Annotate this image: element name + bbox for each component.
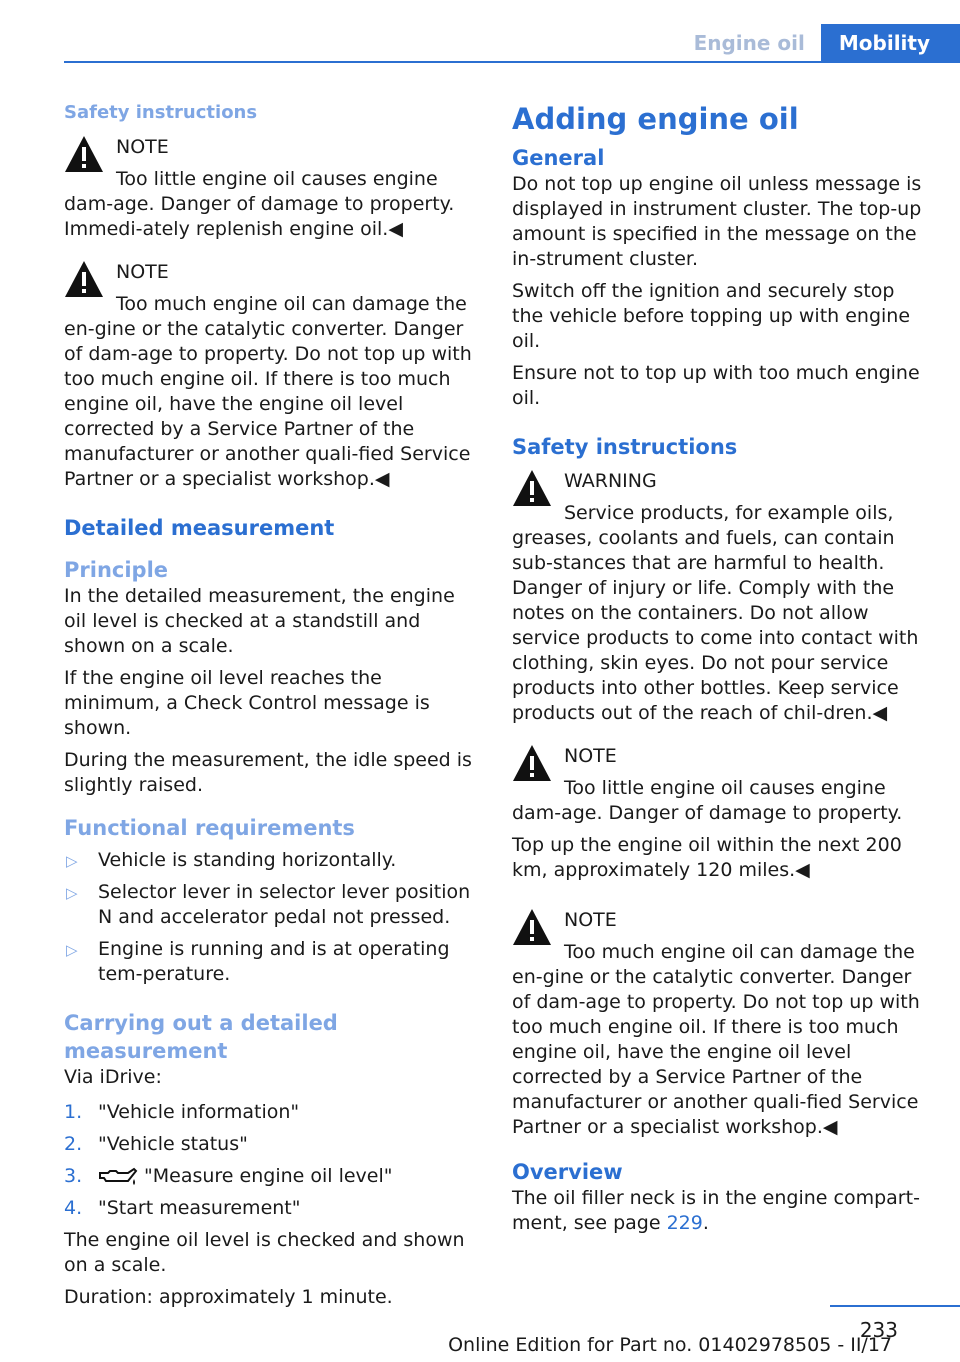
list-item: 3. "Measure engine oil level" — [64, 1165, 393, 1187]
steps-list — [64, 1100, 480, 1221]
overview-heading: Overview — [512, 1160, 623, 1184]
right-column — [512, 100, 924, 1243]
list-item: ▷ Vehicle is standing horizontally. — [64, 848, 480, 873]
engine-oil-icon — [98, 1167, 138, 1187]
page-number: 233 — [859, 1318, 898, 1342]
warning-triangle-icon — [512, 908, 552, 946]
list-item: ▷ Selector lever in selector lever position N and accelerator pedal not pressed. — [66, 881, 471, 928]
note-label: NOTE — [116, 136, 169, 158]
warning-triangle-icon — [64, 260, 104, 298]
note-text: Too little engine oil causes engine dam‐age. Danger of damage to property. — [512, 777, 903, 824]
note-extra: Top up the engine oil within the next 200 km, approximately 120 miles.◀ — [512, 834, 902, 881]
principle-heading: Principle — [64, 558, 169, 582]
note-box — [64, 135, 480, 242]
note-label: NOTE — [116, 261, 169, 283]
header-rule — [64, 61, 960, 63]
paragraph: Via iDrive: — [64, 1066, 162, 1088]
warning-triangle-icon — [512, 469, 552, 507]
note-box — [512, 744, 924, 890]
warning-triangle-icon — [64, 135, 104, 173]
list-item: 4. "Start measurement" — [64, 1197, 301, 1219]
list-item: ▷ Engine is running and is at operating tem‐perature. — [66, 938, 450, 985]
safety-instructions-heading: Safety instructions — [512, 435, 738, 459]
triangle-right-icon: ▷ — [66, 852, 78, 870]
triangle-right-icon: ▷ — [66, 884, 78, 902]
footer-edition: Online Edition for Part no. 01402978505 - II/17 — [448, 1334, 892, 1356]
note-text: Too little engine oil causes engine dam‐age. Danger of damage to property. Immedi‐ately replenish engine oil.◀ — [64, 168, 455, 240]
note-text: Too much engine oil can damage the en‐gine or the catalytic converter. Danger of dam‐age to property. Do not top up with too much engine oil. If there is too much engine oil, have the engine oil level corrected by a Service Partner of the manufacturer or another quali‐fied Service Partner or a specialist workshop.◀ — [64, 293, 472, 490]
warning-box — [512, 469, 924, 726]
paragraph: Ensure not to top up with too much engine oil. — [512, 362, 920, 409]
header-tabs — [678, 24, 960, 62]
paragraph: Do not top up engine oil unless message is displayed in instrument cluster. The top-up amount is specified in the message on the in‐strument cluster. — [512, 173, 922, 270]
adding-engine-oil-heading: Adding engine oil — [512, 102, 799, 136]
warning-label: WARNING — [564, 470, 657, 492]
safety-instructions-heading: Safety instructions — [64, 102, 258, 123]
section-tab: Engine oil — [678, 24, 821, 62]
paragraph: During the measurement, the idle speed is slightly raised. — [64, 749, 472, 796]
paragraph: If the engine oil level reaches the minimum, a Check Control message is shown. — [64, 667, 430, 739]
paragraph: Duration: approximately 1 minute. — [64, 1286, 393, 1308]
warning-triangle-icon — [512, 744, 552, 782]
paragraph: In the detailed measurement, the engine oil level is checked at a standstill and shown on a scale. — [64, 585, 455, 657]
functional-requirements-heading: Functional requirements — [64, 816, 355, 840]
page-rule — [830, 1305, 960, 1307]
note-label: NOTE — [564, 745, 617, 767]
list-item: 2. "Vehicle status" — [64, 1133, 248, 1155]
list-item: 1. "Vehicle information" — [64, 1101, 300, 1123]
note-text: Too much engine oil can damage the en‐gine or the catalytic converter. Danger of dam‐age to property. Do not top up with too much engine oil. If there is too much engine oil, have the engine oil level corrected by a Service Partner of the manufacturer or another quali‐fied Service Partner or a specialist workshop.◀ — [512, 941, 920, 1138]
note-label: NOTE — [564, 909, 617, 931]
general-heading: General — [512, 146, 605, 170]
carrying-out-heading: Carrying out a detailed measurement — [64, 1011, 338, 1063]
triangle-right-icon: ▷ — [66, 941, 78, 959]
page-link[interactable]: 229 — [666, 1212, 703, 1234]
note-box — [512, 908, 924, 1140]
chapter-tab: Mobility — [821, 24, 960, 62]
paragraph: The engine oil level is checked and shown on a scale. — [64, 1229, 465, 1276]
paragraph: The oil filler neck is in the engine compart‐ment, see page 229. — [512, 1187, 920, 1234]
requirements-list — [64, 848, 480, 987]
warning-text: Service products, for example oils, greases, coolants and fuels, can contain sub‐stances that are harmful to health. Danger of injury or life. Comply with the notes on the containers. Do not allow service products to come into contact with clothing, skin eyes. Do not pour service products into other bottles. Keep service products out of the reach of chil‐dren.◀ — [512, 502, 919, 724]
paragraph: Switch off the ignition and securely stop the vehicle before topping up with engine oil. — [512, 280, 911, 352]
detailed-measurement-heading: Detailed measurement — [64, 516, 335, 540]
note-box — [64, 260, 480, 492]
left-column — [64, 100, 480, 1317]
